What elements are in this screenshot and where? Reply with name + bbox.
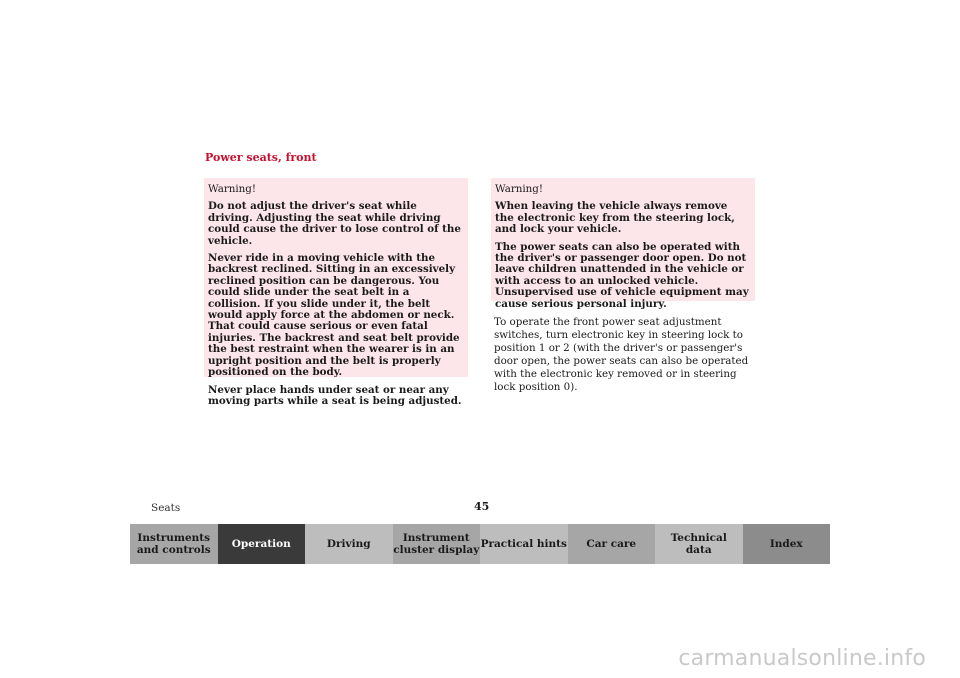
tab-technical-data[interactable]: Technical data [655,524,743,564]
tab-operation[interactable]: Operation [218,524,306,564]
instruction-text: To operate the front power seat adjustment switches, turn electronic key in steering lock to position 1 or 2 (with the driver's or passenger's door open, the power seats can also be operated with the electronic key removed or in steering lock position 0). [494,316,749,394]
warning-paragraph: The power seats can also be operated with the driver's or passenger door open. Do not leave children unattended in the vehicle or with access to an unlocked vehicle. Unsupervised use of vehicle equipment may cause serious personal injury. [495,240,749,310]
tab-index[interactable]: Index [743,524,831,564]
tab-driving[interactable]: Driving [305,524,393,564]
section-title: Power seats, front [205,151,317,164]
watermark-text: carmanualsonline.info [678,646,926,671]
warning-paragraph: Never place hands under seat or near any moving parts while a seat is being adjusted. [208,383,462,407]
watermark [0,646,960,671]
warning-box-right [491,178,755,310]
warning-paragraph: When leaving the vehicle always remove the electronic key from the steering lock, and lock your vehicle. [495,200,735,236]
warning-title: Warning! [208,183,257,195]
tab-practical-hints[interactable]: Practical hints [480,524,568,564]
warning-title: Warning! [495,183,544,195]
tab-car-care[interactable]: Car care [568,524,656,564]
tab-instruments-and-controls[interactable]: Instruments and controls [130,524,218,564]
warning-paragraph: Never ride in a moving vehicle with the backrest reclined. Sitting in an excessively reclined position can be dangerous. You could slide under the seat belt in a collision. If you slide under it, the belt would apply force at the abdomen or neck. That could cause serious or even fatal injuries. The backrest and seat belt provide the best restraint when the wearer is in an upright position and the belt is properly positioned on the body. [208,252,460,379]
warning-box-left [204,178,468,407]
warning-paragraph: Do not adjust the driver's seat while driving. Adjusting the seat while driving could cause the driver to lose control of the vehicle. [208,200,461,247]
chapter-nav [130,524,830,564]
page-number: 45 [474,500,490,513]
tab-instrument-cluster-display[interactable]: Instrument cluster display [393,524,481,564]
footer-section-label: Seats [151,502,181,514]
